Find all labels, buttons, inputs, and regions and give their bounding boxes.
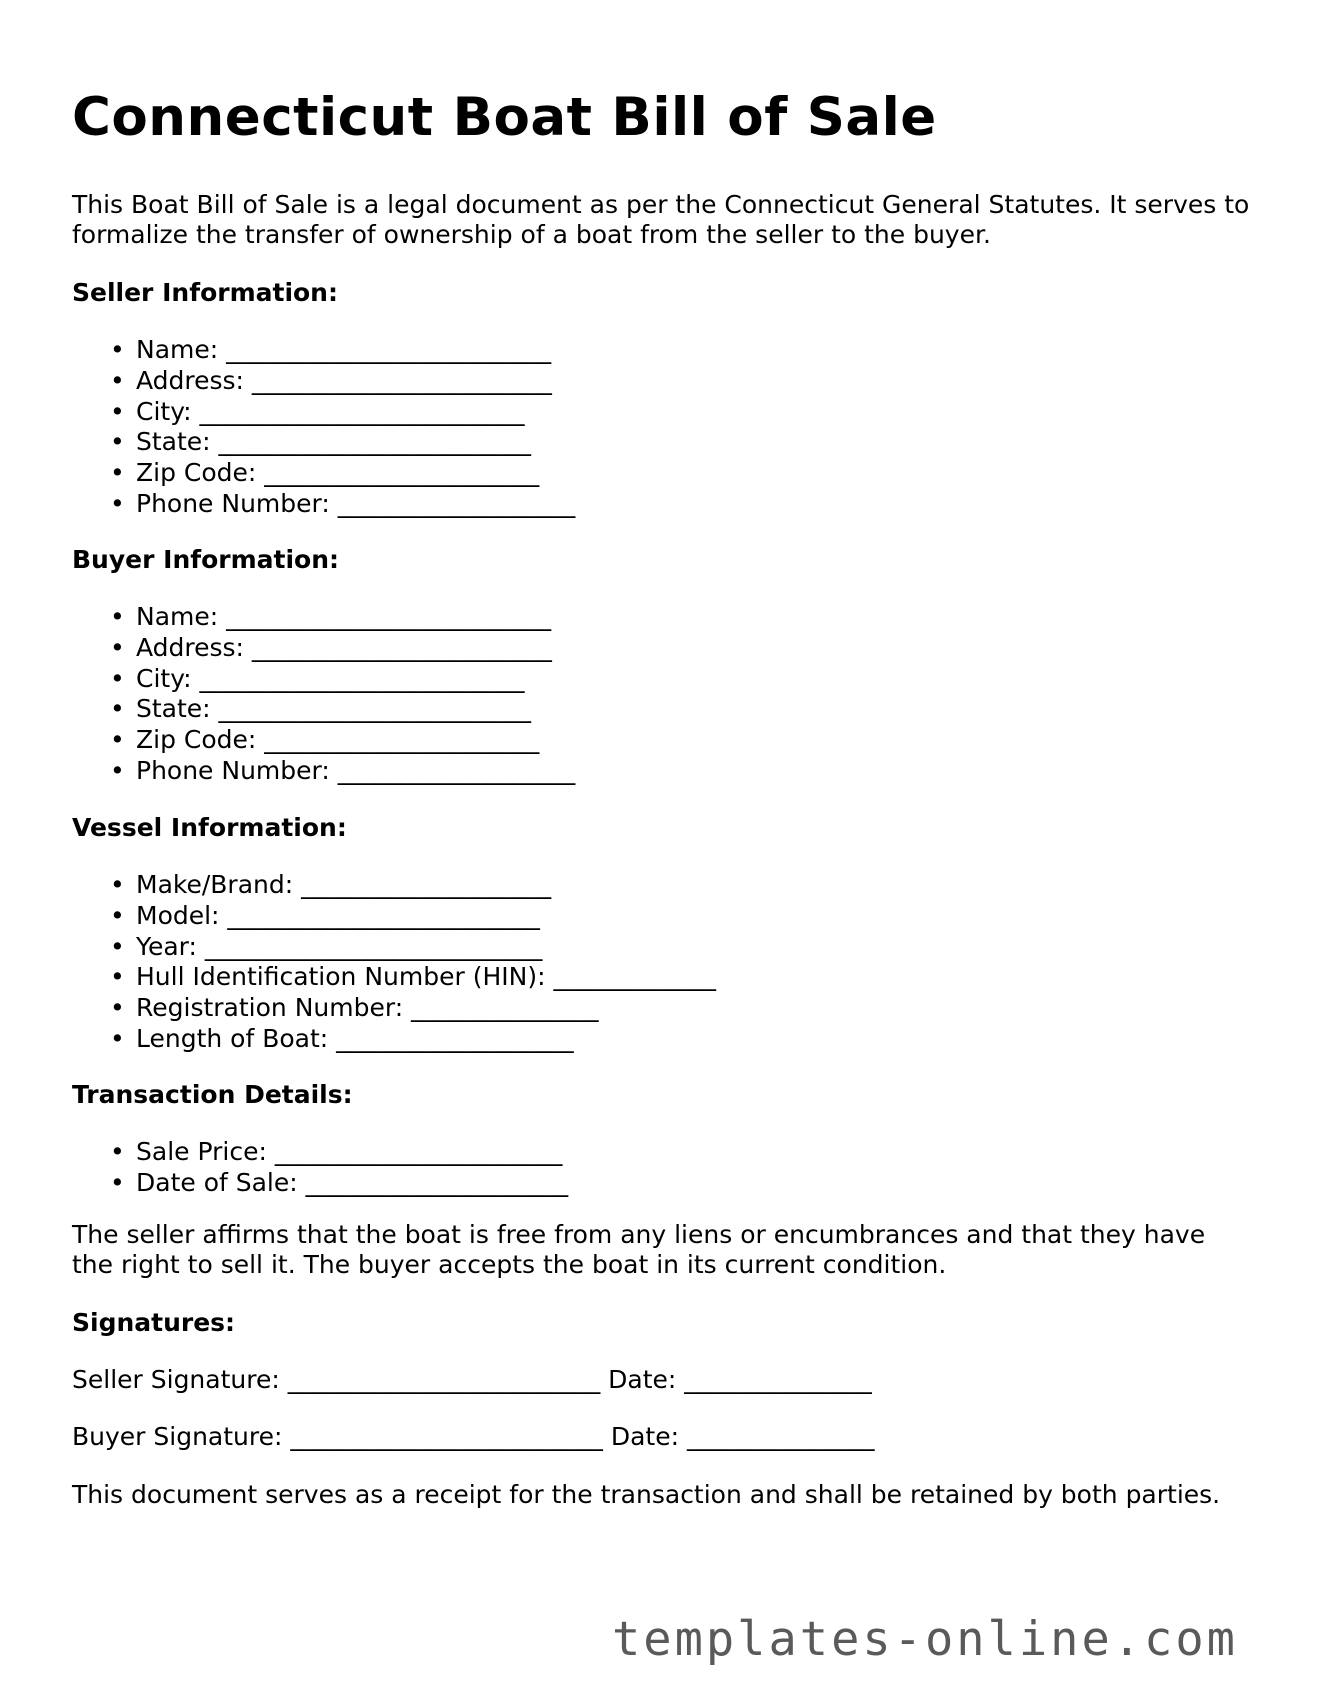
bullet-icon: • <box>110 602 125 631</box>
vessel-model-field: • Model: _________________________ <box>110 900 540 930</box>
seller-section-heading: Seller Information: <box>72 278 338 307</box>
buyer-name-field: • Name: __________________________ <box>110 602 552 631</box>
bullet-icon: • <box>110 755 125 785</box>
bullet-icon: • <box>110 694 125 724</box>
closing-paragraph: This document serves as a receipt for the transaction and shall be retained by both parties. <box>72 1480 1221 1509</box>
bullet-icon: • <box>110 335 125 364</box>
document-title: Connecticut Boat Bill of Sale <box>72 87 937 148</box>
transaction-field-list <box>72 1137 568 1199</box>
affirmation-paragraph: The seller affirms that the boat is free from any liens or encumbrances and that they have the right to sell it. The buyer accepts the boat in its current condition. <box>72 1220 1206 1279</box>
signatures-section-heading: Signatures: <box>72 1308 236 1337</box>
bullet-icon: • <box>110 1023 125 1053</box>
seller-phone-field: • Phone Number: ___________________ <box>110 488 576 518</box>
bullet-icon: • <box>110 1137 125 1166</box>
buyer-state-field: • State: _________________________ <box>110 694 532 724</box>
vessel-length-field: • Length of Boat: ___________________ <box>110 1023 574 1053</box>
buyer-address-field: • Address: ________________________ <box>110 632 552 662</box>
bullet-icon: • <box>110 962 125 992</box>
date-of-sale-field: • Date of Sale: _____________________ <box>110 1167 569 1197</box>
seller-zip-field: • Zip Code: ______________________ <box>110 458 540 488</box>
bullet-icon: • <box>110 1167 125 1197</box>
seller-field-list <box>72 335 575 520</box>
buyer-field-list <box>72 602 575 787</box>
vessel-make-field: • Make/Brand: ____________________ <box>110 870 552 899</box>
transaction-section-heading: Transaction Details: <box>72 1080 353 1109</box>
buyer-section-heading: Buyer Information: <box>72 545 340 574</box>
bullet-icon: • <box>110 488 125 518</box>
bullet-icon: • <box>110 427 125 457</box>
bullet-icon: • <box>110 663 125 693</box>
sale-price-field: • Sale Price: _______________________ <box>110 1137 563 1166</box>
buyer-phone-field: • Phone Number: ___________________ <box>110 755 576 785</box>
seller-city-field: • City: __________________________ <box>110 396 525 426</box>
watermark-text: templates-online.com <box>612 1612 1238 1667</box>
seller-name-field: • Name: __________________________ <box>110 335 552 364</box>
vessel-year-field: • Year: ___________________________ <box>110 931 543 961</box>
bullet-icon: • <box>110 900 125 930</box>
intro-paragraph: This Boat Bill of Sale is a legal document as per the Connecticut General Statutes. It serves to formalize the transfer of ownership of a boat from the seller to the buyer. <box>72 190 1250 249</box>
bullet-icon: • <box>110 931 125 961</box>
seller-signature-line: Seller Signature: _________________________ Date: _______________ <box>72 1365 872 1394</box>
buyer-zip-field: • Zip Code: ______________________ <box>110 725 540 755</box>
bullet-icon: • <box>110 365 125 395</box>
bullet-icon: • <box>110 396 125 426</box>
seller-state-field: • State: _________________________ <box>110 427 532 457</box>
vessel-hin-field: • Hull Identification Number (HIN): _____________ <box>110 962 716 992</box>
bullet-icon: • <box>110 725 125 755</box>
buyer-signature-line: Buyer Signature: _________________________ Date: _______________ <box>72 1422 875 1451</box>
vessel-section-heading: Vessel Information: <box>72 813 347 842</box>
buyer-city-field: • City: __________________________ <box>110 663 525 693</box>
bullet-icon: • <box>110 870 125 899</box>
bullet-icon: • <box>110 458 125 488</box>
seller-address-field: • Address: ________________________ <box>110 365 552 395</box>
vessel-field-list <box>72 870 716 1055</box>
bullet-icon: • <box>110 993 125 1023</box>
vessel-registration-field: • Registration Number: _______________ <box>110 993 599 1023</box>
bullet-icon: • <box>110 632 125 662</box>
